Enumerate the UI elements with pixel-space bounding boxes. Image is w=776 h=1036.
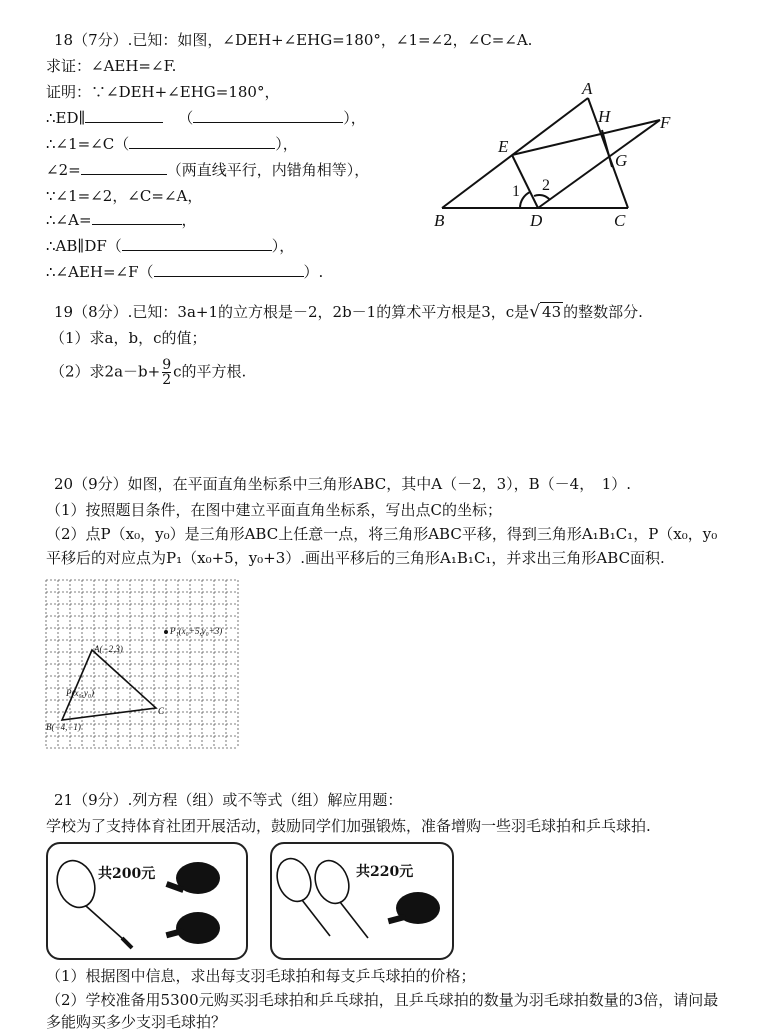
q18-step6-end: ）， bbox=[271, 237, 295, 255]
q18-step7-prefix: ∴∠AEH=∠F（ bbox=[46, 263, 154, 281]
q21-header: 21（9分）.列方程（组）或不等式（组）解应用题： bbox=[54, 791, 403, 809]
label-d: D bbox=[530, 211, 543, 230]
q20-grid-figure bbox=[46, 580, 246, 756]
point-p1 bbox=[164, 630, 168, 634]
q21-image-box-2 bbox=[270, 842, 454, 960]
q18-proof-start: 证明：∵∠DEH+∠EHG=180°， bbox=[46, 83, 280, 101]
q19-header-end: 的整数部分. bbox=[563, 303, 643, 321]
q20-part1: （1）按照题目条件，在图中建立平面直角坐标系，写出点C的坐标； bbox=[46, 501, 503, 519]
rackets-illustration-1 bbox=[48, 844, 246, 958]
q19-part2-text: （2）求2a－b+ bbox=[50, 362, 161, 381]
label-a: A bbox=[582, 79, 593, 98]
label-f: F bbox=[660, 113, 671, 132]
q18-step-4: ∵∠1=∠2，∠C=∠A， bbox=[46, 187, 203, 205]
price-label-2: 共220元 bbox=[356, 864, 414, 880]
label-angle-2: 2 bbox=[542, 177, 550, 194]
label-a-grid: A(−2,3) bbox=[94, 644, 123, 654]
q18-step3-end: （两直线平行，内错角相等）， bbox=[166, 161, 370, 179]
q20-part2-line1: （2）点P（x₀，y₀）是三角形ABC上任意一点，将三角形ABC平移，得到三角形A₁B₁C₁，P（x₀，y₀ bbox=[46, 525, 718, 543]
angle-2-arc bbox=[534, 195, 550, 200]
q18-step7-end: ）. bbox=[303, 263, 324, 281]
fraction-numerator: 9 bbox=[162, 357, 172, 373]
q21-part1: （1）根据图中信息，求出每支羽毛球拍和每支乒乓球拍的价格； bbox=[46, 967, 476, 985]
q19-fraction bbox=[162, 358, 171, 387]
q18-prove: 求证：∠AEH=∠F. bbox=[46, 57, 177, 75]
angle-1-arc bbox=[520, 192, 530, 208]
segment-df bbox=[538, 120, 660, 208]
q19-header: 19（8分）.已知：3a+1的立方根是－2，2b－1的算术平方根是3，c是√ 43 的整数部分. bbox=[54, 302, 643, 322]
q18-step2-prefix: ∴∠1=∠C（ bbox=[46, 135, 130, 153]
q20-header: 20（9分）如图，在平面直角坐标系中三角形ABC，其中A（－2，3），B（－4， 1）. bbox=[54, 475, 632, 493]
q21-intro: 学校为了支持体育社团开展活动，鼓励同学们加强锻炼，准备增购一些羽毛球拍和乒乓球拍. bbox=[46, 817, 651, 835]
fraction-denominator: 2 bbox=[162, 372, 172, 388]
q18-step1-paren: （ bbox=[178, 109, 194, 127]
q18-step1-prefix: ∴ED∥ bbox=[46, 109, 86, 127]
label-g: G bbox=[615, 151, 628, 170]
q18-step5-end: ， bbox=[181, 211, 197, 229]
q21-part2-line1: （2）学校准备用5300元购买羽毛球拍和乒乓球拍，且乒乓球拍的数量为羽毛球拍数量的3倍，请问最 bbox=[46, 991, 719, 1009]
q19-sqrt-value: 43 bbox=[542, 303, 562, 321]
q18-step2-end: ）， bbox=[275, 135, 298, 153]
q18-step5-prefix: ∴∠A= bbox=[46, 211, 92, 229]
badminton-racket-icon bbox=[51, 855, 101, 912]
q20-part2-line2: 平移后的对应点为P₁（x₀+5，y₀+3）.画出平移后的三角形A₁B₁C₁，并求出三角形ABC面积. bbox=[46, 549, 665, 567]
q18-figure bbox=[0, 0, 776, 320]
badminton-racket-icon bbox=[309, 856, 354, 908]
segment-ed bbox=[512, 155, 538, 208]
label-c: C bbox=[614, 211, 626, 230]
label-angle-1: 1 bbox=[512, 183, 520, 200]
q19-part1: （1）求a，b，c的值； bbox=[50, 329, 207, 347]
label-e: E bbox=[498, 137, 509, 156]
q18-step3-prefix: ∠2= bbox=[46, 161, 81, 179]
price-label-1: 共200元 bbox=[98, 866, 156, 882]
label-h: H bbox=[598, 107, 611, 126]
label-b: B bbox=[434, 211, 445, 230]
label-b-grid: B(−4,−1) bbox=[46, 722, 81, 732]
q21-image-box-1 bbox=[46, 842, 248, 960]
q18-step1-end: ）， bbox=[343, 109, 366, 127]
q18-header: 18（7分）.已知：如图，∠DEH+∠EHG=180°，∠1=∠2，∠C=∠A. bbox=[54, 31, 533, 49]
q19-header-text: 19（8分）.已知：3a+1的立方根是－2，2b－1的算术平方根是3，c是 bbox=[54, 303, 530, 321]
q19-part2-end: c的平方根. bbox=[173, 362, 247, 381]
q19-part2 bbox=[50, 358, 246, 387]
q21-part2-line2: 多能购买多少支羽毛球拍？ bbox=[46, 1013, 227, 1031]
label-p1: P₁(x₀+5,y₀+3) bbox=[170, 626, 223, 636]
q18-step6-prefix: ∴AB∥DF（ bbox=[46, 237, 122, 255]
label-c-grid: C bbox=[158, 706, 165, 716]
label-p-grid: P(x₀,y₀) bbox=[66, 688, 94, 698]
badminton-racket-icon bbox=[271, 854, 316, 906]
